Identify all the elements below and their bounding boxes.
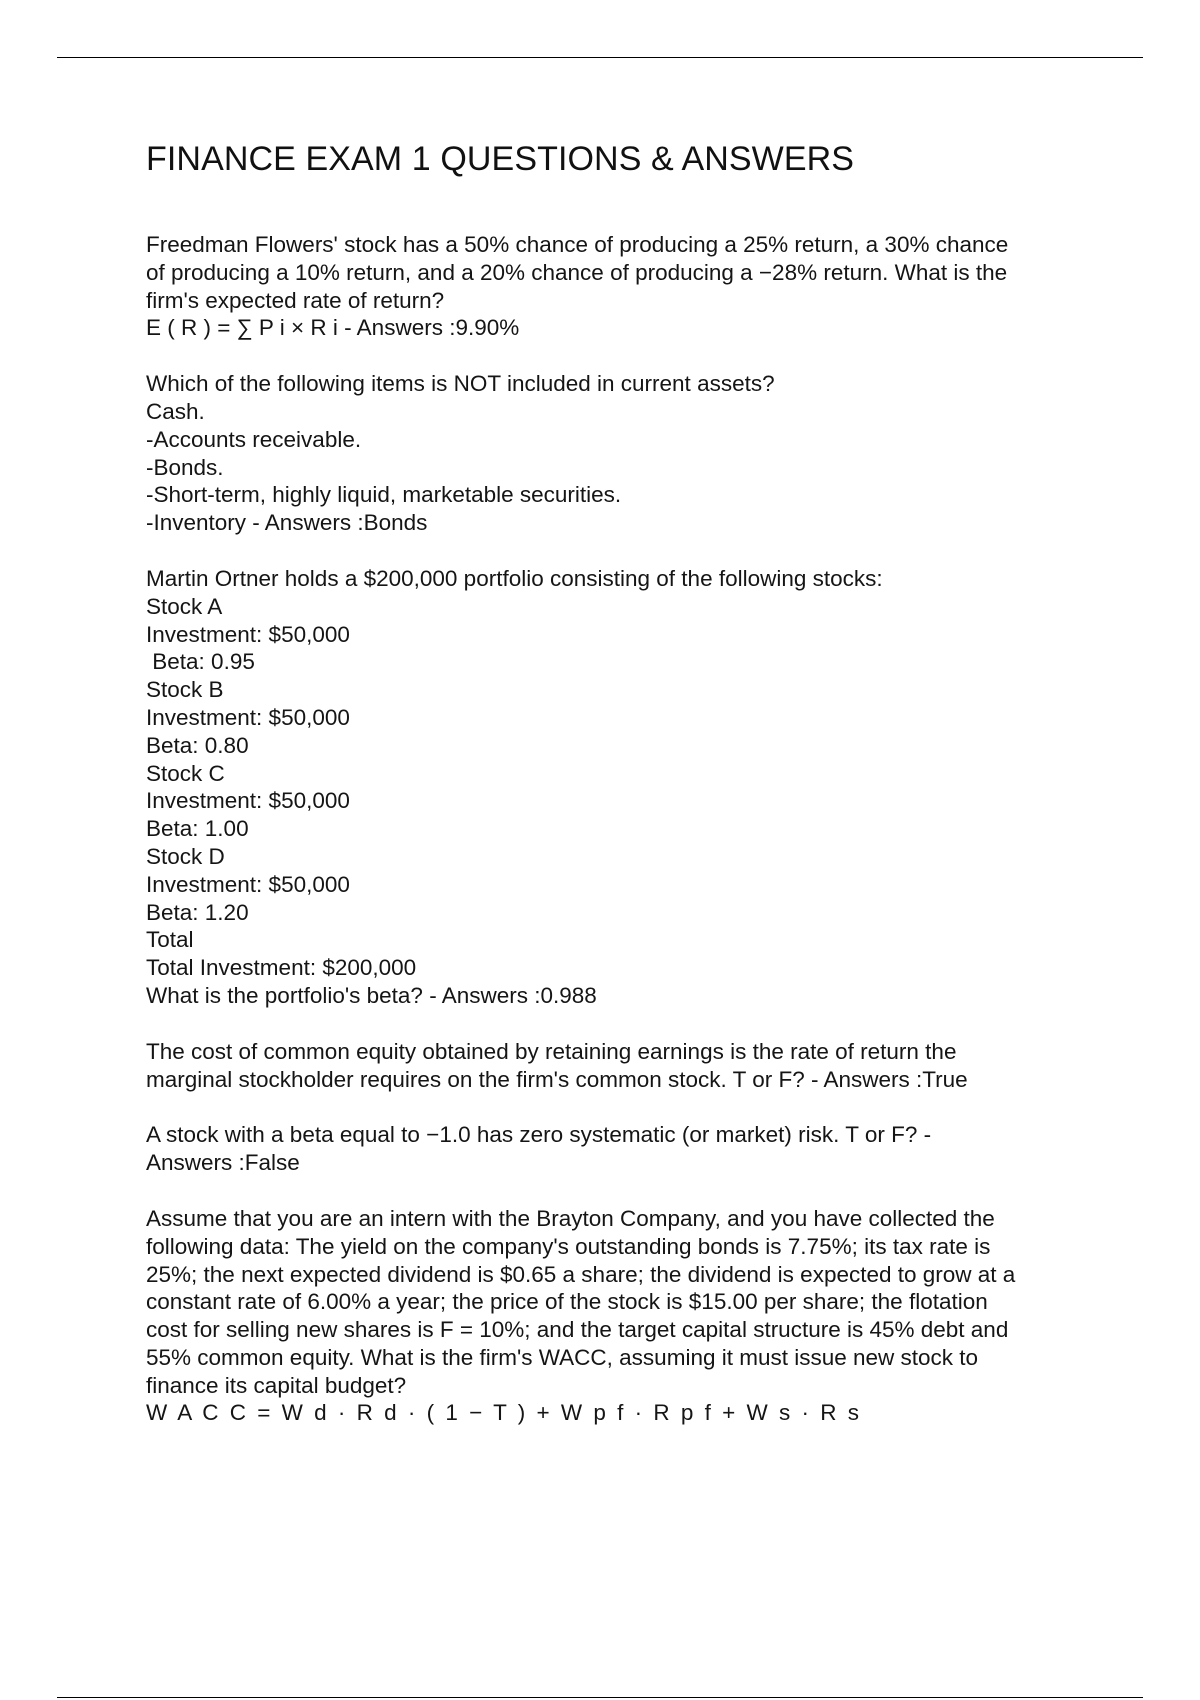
question-line: constant rate of 6.00% a year; the price of the stock is $15.00 per share; the flotation: [146, 1289, 988, 1315]
stock-line: Investment: $50,000: [146, 871, 350, 897]
question-line: firm's expected rate of return?: [146, 287, 445, 313]
qa-block-cost-of-equity: [146, 1038, 1096, 1094]
stock-line: Beta: 0.95: [146, 649, 255, 675]
qa-block-beta-risk: [146, 1121, 1096, 1177]
question-line: Assume that you are an intern with the Brayton Company, and you have collected the: [146, 1205, 995, 1231]
stock-line: Beta: 0.80: [146, 732, 249, 758]
stock-line: Total: [146, 927, 194, 953]
question-line: cost for selling new shares is F = 10%; and the target capital structure is 45% debt and: [146, 1317, 1009, 1343]
stock-line: Stock A: [146, 593, 223, 619]
qa-block-portfolio-beta: [146, 565, 1096, 1010]
qa-block-current-assets: [146, 370, 1096, 537]
question-line: The cost of common equity obtained by retaining earnings is the rate of return the: [146, 1038, 957, 1064]
answer-line: -Inventory - Answers :Bonds: [146, 510, 428, 536]
question-line: Martin Ortner holds a $200,000 portfolio consisting of the following stocks:: [146, 565, 883, 591]
question-line: Freedman Flowers' stock has a 50% chance of producing a 25% return, a 30% chance: [146, 232, 1009, 257]
stock-line: Stock B: [146, 677, 224, 703]
question-line: following data: The yield on the company's outstanding bonds is 7.75%; its tax rate is: [146, 1233, 991, 1259]
option-line: -Short-term, highly liquid, marketable securities.: [146, 482, 622, 508]
option-line: Cash.: [146, 398, 205, 424]
stock-line: Beta: 1.00: [146, 816, 249, 842]
question-line: A stock with a beta equal to −1.0 has zero systematic (or market) risk. T or F? -: [146, 1122, 932, 1148]
stock-line: Investment: $50,000: [146, 621, 350, 647]
qa-block-wacc: [146, 1205, 1096, 1427]
question-line: of producing a 10% return, and a 20% chance of producing a −28% return. What is the: [146, 259, 1008, 285]
answer-line: E ( R ) = ∑ P i × R i - Answers :9.90%: [146, 315, 520, 341]
question-line: finance its capital budget?: [146, 1372, 407, 1398]
question-line: 25%; the next expected dividend is $0.65 a share; the dividend is expected to grow at a: [146, 1261, 1016, 1287]
qa-block-expected-return: [146, 231, 1096, 342]
header-rule: [57, 57, 1143, 58]
document-body: [146, 140, 1096, 1455]
answer-line: Answers :False: [146, 1150, 300, 1176]
footer-rule: [57, 1697, 1143, 1698]
option-line: -Accounts receivable.: [146, 426, 362, 452]
answer-line: marginal stockholder requires on the firm's common stock. T or F? - Answers :True: [146, 1066, 968, 1092]
wacc-formula: W A C C = W d · R d · ( 1 − T ) + W p f · R p f + W s · R s: [146, 1400, 862, 1426]
question-line: 55% common equity. What is the firm's WACC, assuming it must issue new stock to: [146, 1344, 979, 1370]
stock-line: Total Investment: $200,000: [146, 955, 417, 981]
document-title: FINANCE EXAM 1 QUESTIONS & ANSWERS: [146, 140, 855, 178]
answer-line: What is the portfolio's beta? - Answers :0.988: [146, 982, 597, 1008]
stock-line: Stock C: [146, 760, 225, 786]
stock-line: Investment: $50,000: [146, 704, 350, 730]
stock-line: Beta: 1.20: [146, 899, 249, 925]
stock-line: Stock D: [146, 843, 225, 869]
stock-line: Investment: $50,000: [146, 788, 350, 814]
question-line: Which of the following items is NOT included in current assets?: [146, 371, 775, 397]
option-line: -Bonds.: [146, 454, 224, 480]
